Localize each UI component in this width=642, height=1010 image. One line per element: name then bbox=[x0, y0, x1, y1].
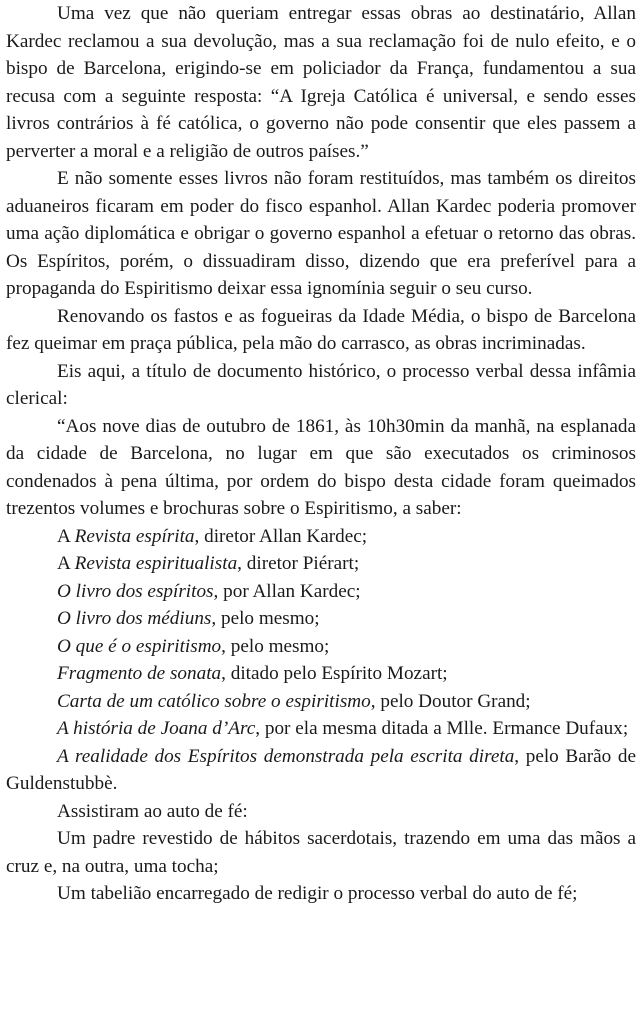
list-item-7: Carta de um católico sobre o espiritismo, pelo Doutor Grand; bbox=[57, 690, 531, 712]
list-item-9: A realidade dos Espíritos demonstrada pela escrita direta, pelo Barão de Guldenstubbè. bbox=[6, 745, 636, 794]
book-title: A história de Joana d’Arc bbox=[57, 718, 256, 739]
book-title: Revista espírita bbox=[74, 525, 195, 547]
book-title: Revista espiritualista bbox=[74, 553, 238, 574]
list-item-1: A Revista espírita, diretor Allan Kardec; bbox=[57, 525, 368, 547]
book-title: Carta de um católico sobre o espiritismo bbox=[57, 690, 371, 712]
paragraph-5: “Aos nove dias de outubro de 1861, às 10h30min da manhã, na esplanada da cidade de Barcelona, no lugar em que são executados os criminosos condenados à pena última, por ordem do bispo desta cidade foram queimados trezentos volumes e brochuras sobre o Espiritismo, a saber: bbox=[6, 415, 636, 519]
paragraph-3: Renovando os fastos e as fogueiras da Idade Média, o bispo de Barcelona fez queimar em praça pública, pela mão do carrasco, as obras incriminadas. bbox=[6, 305, 636, 354]
list-item-2: A Revista espiritualista, diretor Piérart; bbox=[57, 553, 360, 574]
closing-paragraph-1: Assistiram ao auto de fé: bbox=[57, 800, 248, 822]
book-title: O livro dos espíritos bbox=[57, 580, 214, 602]
paragraph-2: E não somente esses livros não foram restituídos, mas também os direitos aduaneiros ficaram em poder do fisco espanhol. Allan Kardec poderia promover uma ação diplomática e obrigar o governo espanhol a efetuar o retorno das obras. Os Espíritos, porém, o dissuadiram disso, dizendo que era preferível para a propaganda do Espiritismo deixar essa ignomínia seguir o seu curso. bbox=[6, 168, 636, 299]
closing-paragraph-3: Um tabelião encarregado de redigir o processo verbal do auto de fé; bbox=[57, 883, 578, 904]
paragraph-1: Uma vez que não queriam entregar essas obras ao destinatário, Allan Kardec reclamou a sua devolução, mas a sua reclamação foi de nulo efeito, e o bispo de Barcelona, erigindo-se em policiador da França, fundamentou a sua recusa com a seguinte resposta: “A Igreja Católica é universal, e sendo esses livros contrários à fé católica, o governo não pode consentir que eles passem a perverter a moral e a religião de outros países.” bbox=[6, 3, 636, 162]
list-item-5: O que é o espiritismo, pelo mesmo; bbox=[57, 635, 330, 657]
list-item-4: O livro dos médiuns, pelo mesmo; bbox=[57, 608, 320, 629]
closing-paragraph-2: Um padre revestido de hábitos sacerdotais, trazendo em uma das mãos a cruz e, na outra, uma tocha; bbox=[6, 828, 636, 877]
book-title: A realidade dos Espíritos demonstrada pela escrita direta bbox=[57, 745, 515, 767]
book-title: Fragmento de sonata bbox=[57, 663, 222, 684]
list-item-3: O livro dos espíritos, por Allan Kardec; bbox=[57, 580, 361, 602]
book-title: O livro dos médiuns bbox=[57, 608, 212, 629]
list-item-6: Fragmento de sonata, ditado pelo Espírito Mozart; bbox=[57, 663, 448, 684]
book-title: O que é o espiritismo bbox=[57, 635, 222, 657]
list-item-8: A história de Joana d’Arc, por ela mesma ditada a Mlle. Ermance Dufaux; bbox=[57, 718, 629, 739]
paragraph-4: Eis aqui, a título de documento histórico, o processo verbal dessa infâmia clerical: bbox=[6, 360, 636, 409]
